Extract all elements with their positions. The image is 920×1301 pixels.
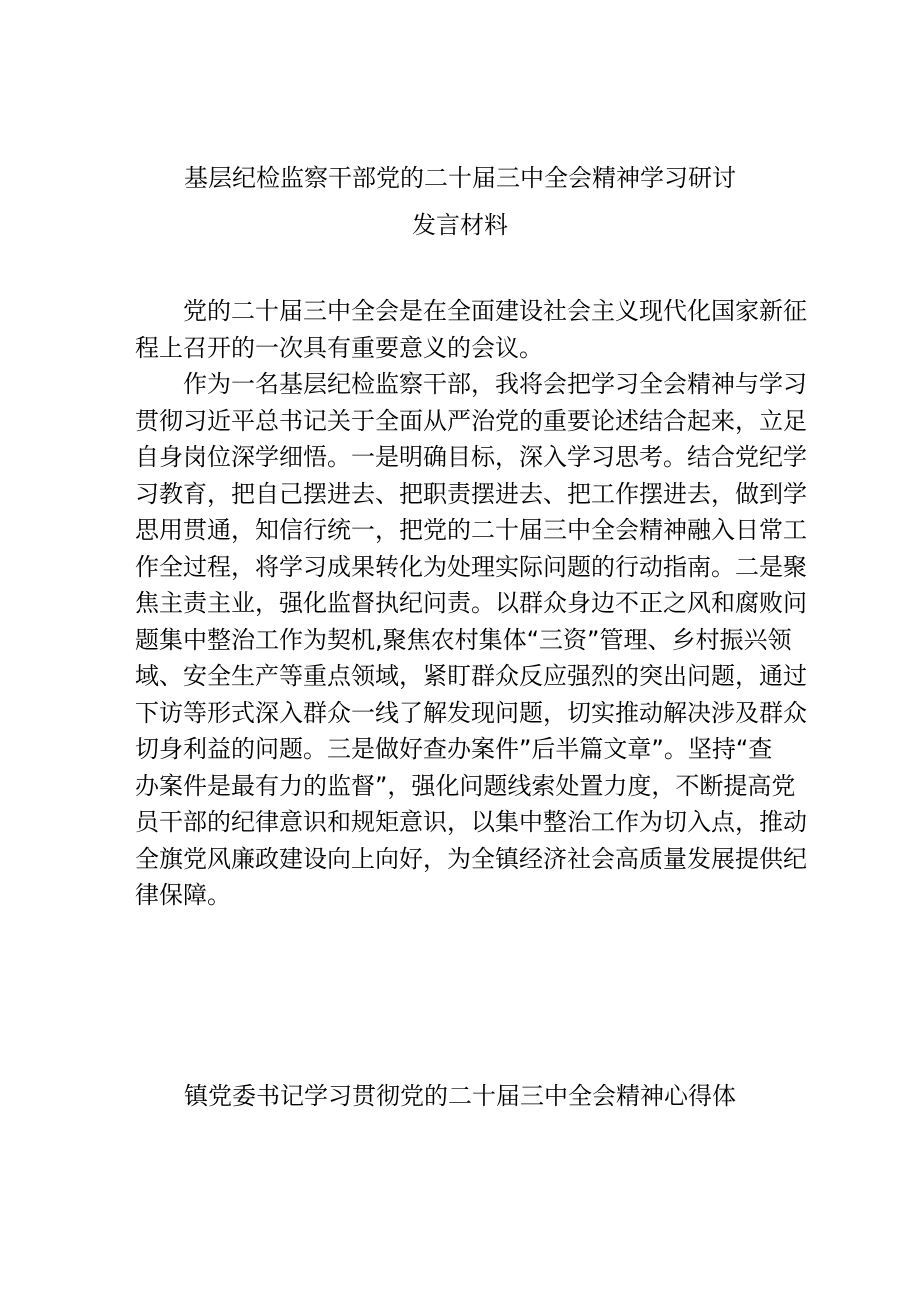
next-section-title: 镇党委书记学习贯彻党的二十届三中全会精神心得体 (184, 1082, 736, 1110)
paragraph-line: 自身岗位深学细悟。一是明确目标，深入学习思考。结合党纪学 (135, 443, 807, 471)
paragraph-line: 作全过程，将学习成果转化为处理实际问题的行动指南。二是聚 (135, 552, 807, 581)
paragraph-line: 全旗党风廉政建设向上向好，为全镇经济社会高质量发展提供纪 (135, 844, 807, 873)
paragraph-line: 习教育，把自己摆进去、把职责摆进去、把工作摆进去，做到学 (135, 479, 807, 508)
paragraph-line: 员干部的纪律意识和规矩意识，以集中整治工作为切入点，推动 (135, 808, 807, 836)
paragraph-line: 题集中整治工作为契机,聚焦农村集体“三资”管理、乡村振兴领 (135, 625, 792, 654)
document-subtitle: 发言材料 (412, 211, 508, 239)
paragraph-line: 切身利益的问题。三是做好查办案件”后半篇文章”。坚持“查 (135, 735, 773, 763)
document-title: 基层纪检监察干部党的二十届三中全会精神学习研讨 (184, 164, 736, 192)
paragraph-line: 办案件是最有力的监督”，强化问题线索处置力度，不断提高党 (135, 771, 796, 800)
paragraph-1 (135, 293, 807, 366)
paragraph-line: 程上召开的一次具有重要意义的会议。 (135, 333, 543, 362)
paragraph-line: 焦主责主业，强化监督执纪问责。以群众身边不正之风和腐败问 (135, 589, 807, 617)
paragraph-line: 贯彻习近平总书记关于全面从严治党的重要论述结合起来，立足 (135, 406, 807, 435)
paragraph-line: 作为一名基层纪检监察干部，我将会把学习全会精神与学习 (183, 370, 807, 398)
paragraph-line: 思用贯通，知信行统一，把党的二十届三中全会精神融入日常工 (135, 516, 807, 544)
paragraph-line: 域、安全生产等重点领域，紧盯群众反应强烈的突出问题，通过 (135, 662, 807, 690)
paragraph-line: 党的二十届三中全会是在全面建设社会主义现代化国家新征 (183, 297, 807, 325)
paragraph-line: 下访等形式深入群众一线了解发现问题，切实推动解决涉及群众 (135, 698, 807, 727)
paragraph-line: 律保障。 (135, 881, 231, 909)
paragraph-2 (135, 366, 807, 914)
